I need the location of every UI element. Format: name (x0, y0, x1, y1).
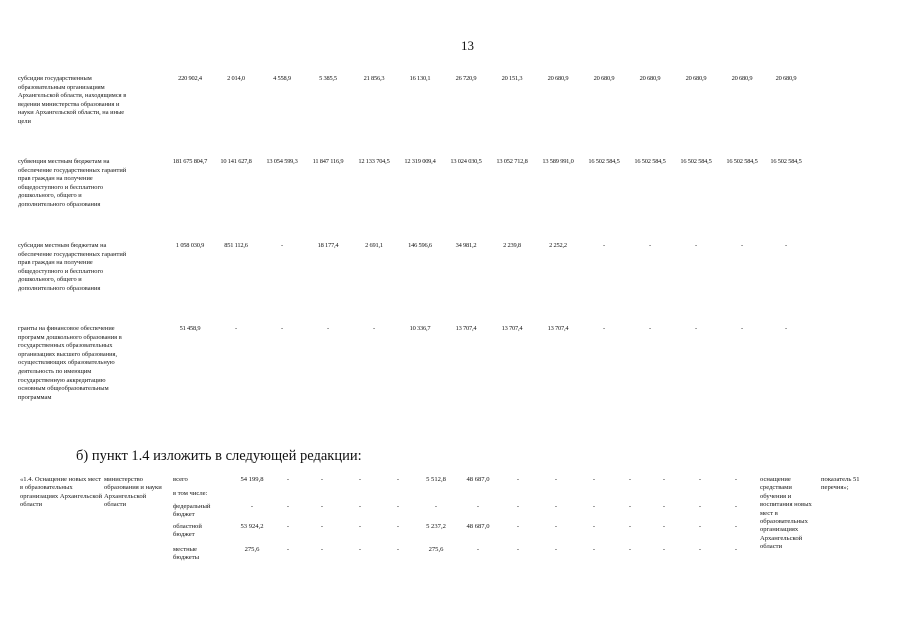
item-title: «1.4. Оснащение новых мест в образовательных организациях Архангельской области (20, 476, 103, 509)
value-cell: - (592, 476, 596, 483)
value-cell: 5 512,8 (426, 476, 446, 483)
value-cell: 20 680,9 (731, 75, 753, 82)
value-cell: - (396, 503, 400, 510)
value-cell: - (698, 503, 702, 510)
value-cell: - (662, 523, 666, 530)
value-cell: - (373, 325, 375, 332)
value-cell: 16 130,1 (409, 75, 431, 82)
value-cell: 13 054 599,3 (266, 158, 298, 165)
value-cell: - (281, 242, 283, 249)
value-cell: - (286, 523, 290, 530)
value-cell: - (358, 503, 362, 510)
value-cell: 13 052 712,8 (496, 158, 528, 165)
value-cell: - (698, 476, 702, 483)
value-cell: 16 502 584,5 (588, 158, 620, 165)
value-cell: - (734, 476, 738, 483)
value-cell: 20 680,9 (775, 75, 797, 82)
value-cell: 13 024 030,5 (450, 158, 482, 165)
value-cell: - (516, 503, 520, 510)
value-cell: - (327, 325, 329, 332)
value-cell: 13 707,4 (455, 325, 477, 332)
value-cell: - (785, 242, 787, 249)
value-cell: - (554, 476, 558, 483)
value-cell: 34 981,2 (455, 242, 477, 249)
value-cell: 48 687,0 (466, 523, 490, 530)
value-cell: - (603, 242, 605, 249)
value-cell: 51 458,9 (179, 325, 201, 332)
value-cell: 26 720,9 (455, 75, 477, 82)
value-cell: 16 502 584,5 (680, 158, 712, 165)
value-cell: - (396, 546, 400, 553)
value-cell: - (320, 503, 324, 510)
value-cell: - (286, 503, 290, 510)
value-cell: 181 675 804,7 (172, 158, 208, 165)
value-cell: 2 691,1 (365, 242, 383, 249)
executor: министерство образования и науки Архангельской области (104, 476, 162, 509)
value-cell: - (476, 503, 480, 510)
value-cell: - (554, 546, 558, 553)
value-cell: - (554, 523, 558, 530)
value-cell: - (698, 523, 702, 530)
value-cell: - (741, 242, 743, 249)
value-cell: - (603, 325, 605, 332)
funding-source: областной бюджет (173, 523, 202, 539)
value-cell: - (320, 523, 324, 530)
value-cell: - (396, 476, 400, 483)
value-cell: - (592, 503, 596, 510)
value-cell: 13 707,4 (547, 325, 569, 332)
value-cell: 53 924,2 (240, 523, 264, 530)
value-cell: - (734, 523, 738, 530)
value-cell: 13 589 991,0 (542, 158, 574, 165)
value-cell: 2 014,0 (227, 75, 245, 82)
value-cell: - (785, 325, 787, 332)
row-label: субсидия государственным образовательным организациям Архангельской области, находящимся в ведении министерства образования и науки Архангельской области, на иные цели (18, 75, 127, 125)
result-description: оснащение средствами обучения и воспитания новых мест в образовательных организациях Архангельской области (760, 476, 812, 551)
value-cell: - (554, 503, 558, 510)
value-cell: 21 856,3 (363, 75, 385, 82)
value-cell: - (628, 476, 632, 483)
row-label: субвенция местным бюджетам на обеспечение государственных гарантий прав граждан на получение общедоступного и бесплатного дошкольного, общего и дополнительного образования (18, 158, 127, 208)
value-cell: 275,6 (428, 546, 444, 553)
value-cell: 220 902,4 (178, 75, 202, 82)
value-cell: - (516, 476, 520, 483)
value-cell: 10 141 627,8 (220, 158, 252, 165)
value-cell: 16 502 584,5 (726, 158, 758, 165)
row-label: гранты на финансовое обеспечение программ дошкольного образования в государственных образовательных организациях высшего образования, осуществляющих образовательную деятельность по имеющим государственную аккредитацию основным общеобразовательным программам (18, 325, 122, 401)
value-cell: - (734, 503, 738, 510)
value-cell: - (741, 325, 743, 332)
value-cell: 12 319 009,4 (404, 158, 436, 165)
value-cell: - (358, 523, 362, 530)
value-cell: 16 502 584,5 (634, 158, 666, 165)
value-cell: 2 239,8 (503, 242, 521, 249)
value-cell: - (250, 503, 254, 510)
value-cell: 275,6 (244, 546, 260, 553)
page-number: 13 (461, 38, 474, 53)
value-cell: - (358, 546, 362, 553)
value-cell: 18 177,4 (317, 242, 339, 249)
value-cell: 851 112,6 (224, 242, 248, 249)
value-cell: - (628, 546, 632, 553)
value-cell: 16 502 584,5 (770, 158, 802, 165)
value-cell: - (286, 546, 290, 553)
indicator-reference: показатель 51 перечня»; (821, 476, 860, 492)
value-cell: - (662, 503, 666, 510)
value-cell: - (695, 325, 697, 332)
value-cell: - (592, 523, 596, 530)
value-cell: - (516, 523, 520, 530)
funding-source: местные бюджеты (173, 546, 200, 562)
value-cell: - (592, 546, 596, 553)
value-cell: 20 680,9 (639, 75, 661, 82)
value-cell: - (516, 546, 520, 553)
value-cell: - (396, 523, 400, 530)
value-cell: 10 336,7 (409, 325, 431, 332)
value-cell: - (695, 242, 697, 249)
value-cell: 5 385,5 (319, 75, 337, 82)
value-cell: 1 058 030,9 (175, 242, 205, 249)
value-cell: 11 847 116,9 (312, 158, 344, 165)
value-cell: - (235, 325, 237, 332)
value-cell: 20 680,9 (547, 75, 569, 82)
value-cell: - (358, 476, 362, 483)
value-cell: - (628, 503, 632, 510)
funding-source: в том числе: (173, 490, 208, 497)
value-cell: 4 558,9 (273, 75, 291, 82)
value-cell: 146 596,6 (408, 242, 432, 249)
value-cell: - (476, 546, 480, 553)
value-cell: - (434, 503, 438, 510)
value-cell: 20 151,3 (501, 75, 523, 82)
value-cell: - (320, 476, 324, 483)
value-cell: - (649, 325, 651, 332)
value-cell: 2 252,2 (549, 242, 567, 249)
value-cell: - (662, 476, 666, 483)
value-cell: 5 237,2 (426, 523, 446, 530)
value-cell: - (281, 325, 283, 332)
value-cell: - (286, 476, 290, 483)
section-heading: б) пункт 1.4 изложить в следующей редакции: (76, 448, 362, 464)
value-cell: - (662, 546, 666, 553)
value-cell: - (698, 546, 702, 553)
value-cell: - (734, 546, 738, 553)
value-cell: 20 680,9 (685, 75, 707, 82)
value-cell: - (649, 242, 651, 249)
value-cell: 48 687,0 (466, 476, 490, 483)
value-cell: - (320, 546, 324, 553)
value-cell: 13 707,4 (501, 325, 523, 332)
funding-source: всего (173, 476, 188, 483)
row-label: субсидия местным бюджетам на обеспечение государственных гарантий прав граждан на получение общедоступного и бесплатного дошкольного, общего и дополнительного образования (18, 242, 127, 292)
value-cell: - (628, 523, 632, 530)
funding-source: федеральный бюджет (173, 503, 211, 519)
value-cell: 54 199,8 (240, 476, 264, 483)
value-cell: 20 680,9 (593, 75, 615, 82)
value-cell: 12 133 704,5 (358, 158, 390, 165)
